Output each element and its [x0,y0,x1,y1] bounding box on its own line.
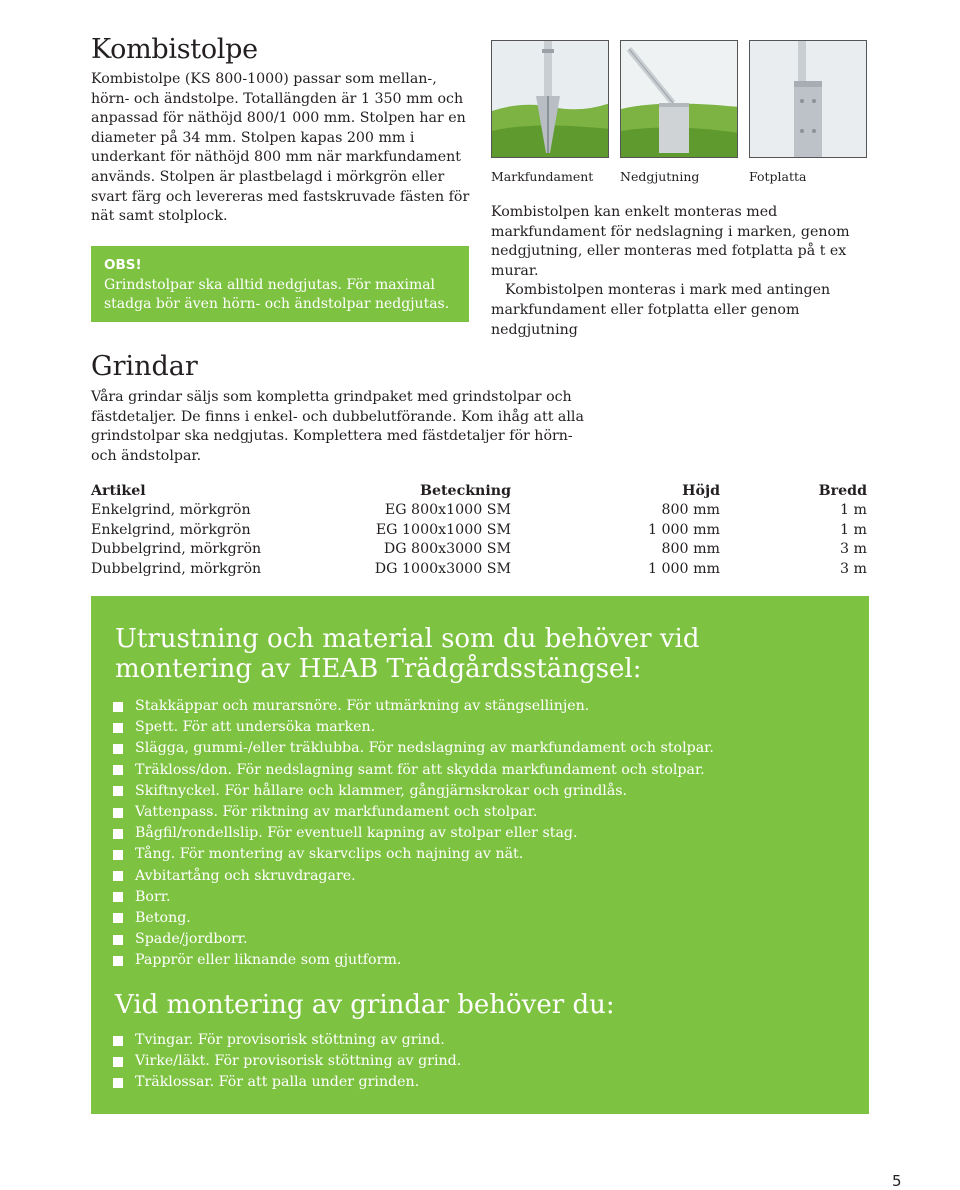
square-bullet-icon [113,829,123,839]
fotplatta-image [749,40,867,158]
list-item-text: Tång. För montering av skarvclips och najning av nät. [135,846,524,863]
list-item [113,908,714,929]
square-bullet-icon [113,871,123,881]
list-item [113,1072,461,1093]
list-item [113,802,714,823]
list-item [113,823,714,844]
square-bullet-icon [113,935,123,945]
list-item-text: Stakkäppar och murarsnöre. För utmärkning av stängsellinjen. [135,698,590,714]
list-item [113,950,714,971]
cell-hojd: 1 000 mm [647,560,720,577]
installation-paragraph: Kombistolpen kan enkelt monteras med markfundament för nedslagning i marken, genom nedgjutning, eller monteras med fotplatta på t ex murar. [491,204,850,279]
header-beteckning: Beteckning [419,482,511,499]
list-item [113,1030,461,1051]
list-item [113,844,714,865]
cell-bredd: 3 m [840,560,867,577]
list-item [113,760,714,781]
list-item [113,887,714,908]
square-bullet-icon [113,1057,123,1067]
list-item-text: Träkloss/don. För nedslagning samt för att skydda markfundament och stolpar. [135,761,705,778]
cell-artikel: Dubbelgrind, mörkgrön [91,541,262,558]
list-item [113,1051,461,1072]
list-item [113,696,714,717]
kombistolpe-title: Kombistolpe [91,34,258,65]
list-item [113,929,714,950]
cell-hojd: 1 000 mm [647,521,720,538]
list-item [113,866,714,887]
list-item [113,717,714,738]
cell-beteckning: DG 800x3000 SM [383,541,511,558]
square-bullet-icon [113,892,123,902]
cell-beteckning: EG 1000x1000 SM [375,521,511,538]
square-bullet-icon [113,765,123,775]
caption-nedgjutning: Nedgjutning [620,169,700,184]
installation-text [491,203,871,340]
list-item-text: Träklossar. För att palla under grinden. [135,1074,420,1091]
list-item-text: Betong. [135,909,191,926]
square-bullet-icon [113,702,123,712]
list-item-text: Spett. För att undersöka marken. [135,719,376,736]
markfundament-image [491,40,609,158]
cell-artikel: Dubbelgrind, mörkgrön [91,560,262,577]
gate-equipment-list [113,1030,461,1094]
list-item-text: Spade/jordborr. [135,931,248,948]
list-item-text: Bågfil/rondellslip. För eventuell kapning av stolpar eller stag. [135,825,578,842]
square-bullet-icon [113,744,123,754]
square-bullet-icon [113,913,123,923]
cell-bredd: 1 m [840,502,867,519]
header-artikel: Artikel [91,482,146,499]
list-item-text: Borr. [135,888,171,905]
square-bullet-icon [113,1078,123,1088]
cell-artikel: Enkelgrind, mörkgrön [91,521,251,538]
equipment-title: Utrustning och material som du behöver vid montering av HEAB Trädgårdsstängsel: [115,624,700,684]
equipment-box [91,596,869,1114]
table-row [91,520,867,540]
square-bullet-icon [113,723,123,733]
header-hojd: Höjd [682,482,720,499]
equipment-list [113,696,714,971]
obs-text: Grindstolpar ska alltid nedgjutas. För maximal stadga bör även hörn- och ändstolpar nedgjutas. [104,276,450,312]
square-bullet-icon [113,850,123,860]
gate-equipment-title: Vid montering av grindar behöver du: [115,990,615,1020]
table-header-row [91,481,867,501]
cell-beteckning: EG 800x1000 SM [384,502,511,519]
nedgjutning-image [620,40,738,158]
cell-bredd: 3 m [840,541,867,558]
grindar-title: Grindar [91,351,198,382]
list-item-text: Virke/läkt. För provisorisk stöttning av grind. [135,1053,462,1070]
gate-table [91,481,867,579]
square-bullet-icon [113,786,123,796]
table-row [91,559,867,579]
list-item-text: Slägga, gummi-/eller träklubba. För nedslagning av markfundament och stolpar. [135,740,714,757]
list-item-text: Vattenpass. För riktning av markfundament och stolpar. [135,803,538,820]
header-bredd: Bredd [818,482,867,499]
list-item [113,738,714,759]
cell-hojd: 800 mm [661,502,720,519]
list-item-text: Avbitartång och skruvdragare. [135,867,356,884]
list-item-text: Tvingar. För provisorisk stöttning av grind. [135,1032,445,1048]
cell-bredd: 1 m [840,521,867,538]
page-number: 5 [892,1172,902,1190]
square-bullet-icon [113,1036,123,1046]
table-row [91,501,867,521]
grindar-description: Våra grindar säljs som kompletta grindpaket med grindstolpar och fästdetaljer. De finns i enkel- och dubbelutförande. Kom ihåg att alla grindstolpar ska nedgjutas. Komplettera med fästdetaljer för hörn- och ändstolpar. [91,389,584,464]
installation-paragraph: Kombistolpen monteras i mark med antingen markfundament eller fotplatta eller genom nedgjutning [491,282,831,338]
list-item-text: Papprör eller liknande som gjutform. [135,952,402,969]
caption-markfundament: Markfundament [491,169,594,184]
cell-hojd: 800 mm [661,541,720,558]
square-bullet-icon [113,956,123,966]
cell-artikel: Enkelgrind, mörkgrön [91,502,251,519]
caption-fotplatta: Fotplatta [749,169,807,184]
square-bullet-icon [113,808,123,818]
list-item-text: Skiftnyckel. För hållare och klammer, gångjärnskrokar och grindlås. [135,782,628,799]
table-row [91,540,867,560]
kombistolpe-description: Kombistolpe (KS 800-1000) passar som mellan-, hörn- och ändstolpe. Totallängden är 1 350 mm och anpassad för näthöjd 800/1 000 mm. Stolpen har en diameter på 34 mm. Stolpen kapas 200 mm i underkant för näthöjd 800 mm när markfundament används. Stolpen är plastbelagd i mörkgrön eller svart färg och levereras med fastskruvade fästen för nät samt stolplock. [91,71,470,225]
cell-beteckning: DG 1000x3000 SM [374,560,511,577]
obs-heading: OBS! [104,257,142,273]
obs-notice [91,246,469,322]
list-item [113,781,714,802]
